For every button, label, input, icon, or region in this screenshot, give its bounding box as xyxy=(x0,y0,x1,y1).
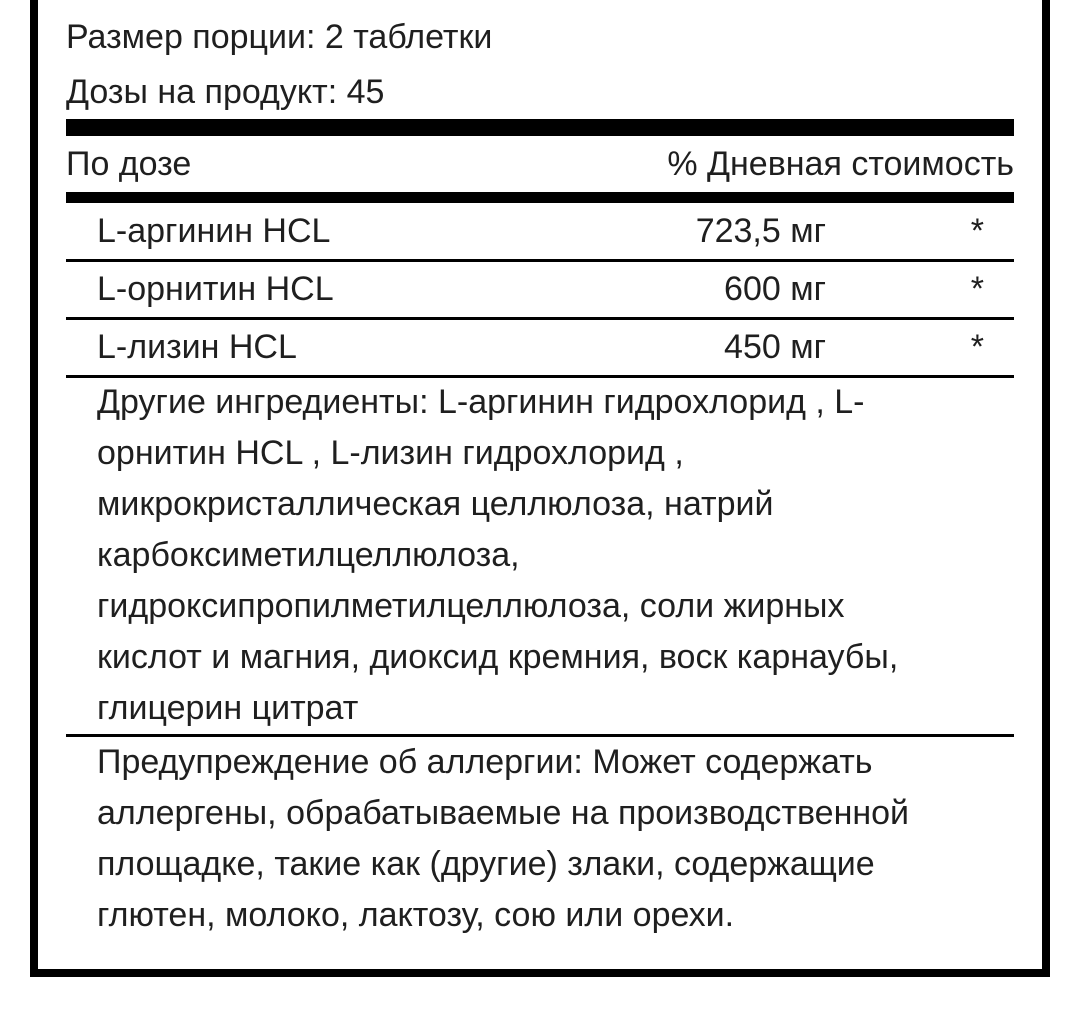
nutrient-amount: 723,5 мг xyxy=(695,212,826,250)
nutrient-name: L-орнитин HCL xyxy=(97,270,334,308)
other-ingredients-line: гидроксипропилметилцеллюлоза, соли жирных xyxy=(97,587,845,625)
nutrient-name: L-лизин HCL xyxy=(97,328,297,366)
other-ingredients-line: Другие ингредиенты: L-аргинин гидрохлорид , L- xyxy=(97,383,865,421)
allergy-warning-line: глютен, молоко, лактозу, сою или орехи. xyxy=(97,896,735,934)
other-ingredients-line: микрокристаллическая целлюлоза, натрий xyxy=(97,485,774,523)
thick-divider-header xyxy=(66,192,1014,203)
allergy-warning-line: площадке, такие как (другие) злаки, содержащие xyxy=(97,845,875,883)
other-ingredients xyxy=(97,377,997,734)
nutrient-daily-value: * xyxy=(970,328,984,366)
nutrient-name: L-аргинин HCL xyxy=(97,212,331,250)
allergy-warning-line: Предупреждение об аллергии: Может содержать xyxy=(97,743,873,781)
other-ingredients-line: глицерин цитрат xyxy=(97,689,359,727)
nutrient-daily-value: * xyxy=(970,270,984,308)
daily-value-header: % Дневная стоимость xyxy=(667,145,1014,183)
other-ingredients-line: карбоксиметилцеллюлоза, xyxy=(97,536,520,574)
servings-per-container: Дозы на продукт: 45 xyxy=(66,73,385,111)
per-serving-header: По дозе xyxy=(66,145,192,183)
nutrient-daily-value: * xyxy=(970,212,984,250)
serving-size: Размер порции: 2 таблетки xyxy=(66,18,493,56)
allergy-warning-line: аллергены, обрабатываемые на производственной xyxy=(97,794,910,832)
table-row xyxy=(66,203,1014,259)
other-ingredients-line: орнитин HCL , L-лизин гидрохлорид , xyxy=(97,434,684,472)
table-header xyxy=(66,142,1014,186)
thick-divider-top xyxy=(66,119,1014,136)
nutrient-amount: 450 мг xyxy=(724,328,826,366)
other-ingredients-line: кислот и магния, диоксид кремния, воск карнаубы, xyxy=(97,638,899,676)
table-row xyxy=(66,319,1014,375)
nutrient-amount: 600 мг xyxy=(724,270,826,308)
allergy-warning xyxy=(97,737,997,941)
table-row xyxy=(66,261,1014,317)
